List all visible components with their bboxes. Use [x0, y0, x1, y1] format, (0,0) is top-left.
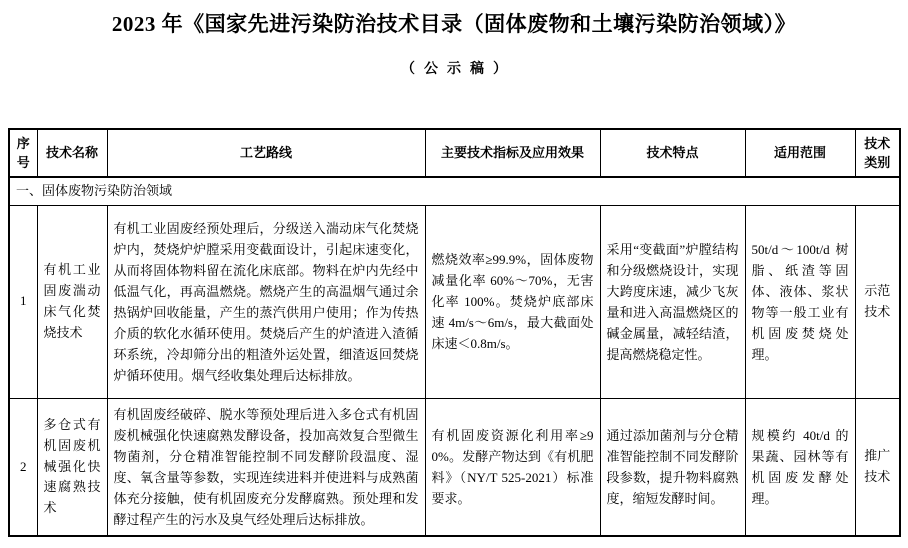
- row1-no: 1: [9, 205, 37, 398]
- section-row: [9, 177, 900, 205]
- row1-features: 采用“变截面”炉膛结构和分级燃烧设计，实现大跨度床速，减少飞灰量和进入高温燃烧区的碱金属量，减轻结渣，提高燃烧稳定性。: [600, 205, 745, 398]
- row2-features: 通过添加菌剂与分仓精准智能控制不同发酵阶段参数，提升物料腐熟度，缩短发酵时间。: [600, 398, 745, 536]
- header-features: 技术特点: [600, 129, 745, 177]
- header-scope: 适用范围: [745, 129, 855, 177]
- row1-category: 示范技术: [855, 205, 900, 398]
- row1-technology-name: 有机工业固废湍动床气化焚烧技术: [37, 205, 107, 398]
- header-process: 工艺路线: [107, 129, 425, 177]
- row2-process-route: 有机固废经破碎、脱水等预处理后进入多仓式有机固废机械强化快速腐熟发酵设备，投加高效复合型微生物菌剂，分仓精准智能控制不同发酵阶段温度、湿度、氧含量等参数，实现连续进料并使进料与成熟菌体充分接触，使有机固废充分发酵腐熟。预处理和发酵过程产生的污水及臭气经处理后达标排放。: [107, 398, 425, 536]
- header-no: 序号: [9, 129, 37, 177]
- header-indicators: 主要技术指标及应用效果: [425, 129, 600, 177]
- section-title: 一、固体废物污染防治领域: [9, 177, 900, 205]
- row1-scope: 50t/d～100t/d 树脂、纸渣等固体、液体、浆状物等一般工业有机固废焚烧处理。: [745, 205, 855, 398]
- document-subtitle: （公示稿）: [401, 62, 516, 77]
- table-row: [9, 205, 900, 398]
- header-name: 技术名称: [37, 129, 107, 177]
- row2-scope: 规模约 40t/d 的果蔬、园林等有机固废发酵处理。: [745, 398, 855, 536]
- row1-indicators: 燃烧效率≥99.9%，固体废物减量化率 60%～70%，无害化率 100%。焚烧炉底部床速 4m/s～6m/s，最大截面处床速＜0.8m/s。: [425, 205, 600, 398]
- header-category: 技术类别: [855, 129, 900, 177]
- technology-catalog-table: [8, 128, 901, 537]
- document-title: 2023 年《国家先进污染防治技术目录（固体废物和土壤污染防治领域）》: [111, 12, 797, 36]
- table-row: [9, 398, 900, 536]
- row2-category: 推广技术: [855, 398, 900, 536]
- row1-process-route: 有机工业固废经预处理后，分级送入湍动床气化焚烧炉内，焚烧炉炉膛采用变截面设计，引起床速变化，从而将固体物料留在流化床底部。物料在炉内先经中低温气化，再高温燃烧。燃烧产生的高温烟气通过余热锅炉回收能量，产生的蒸汽供用户使用；作为传热介质的软化水循环使用。焚烧后产生的炉渣进入渣循环系统，冷却筛分出的粗渣外运处置，细渣返回焚烧炉循环使用。烟气经收集处理后达标排放。: [107, 205, 425, 398]
- row2-technology-name: 多仓式有机固废机械强化快速腐熟技术: [37, 398, 107, 536]
- table-header-row: [9, 129, 900, 177]
- row2-no: 2: [9, 398, 37, 536]
- row2-indicators: 有机固废资源化利用率≥90%。发酵产物达到《有机肥料》（NY/T 525-2021）标准要求。: [425, 398, 600, 536]
